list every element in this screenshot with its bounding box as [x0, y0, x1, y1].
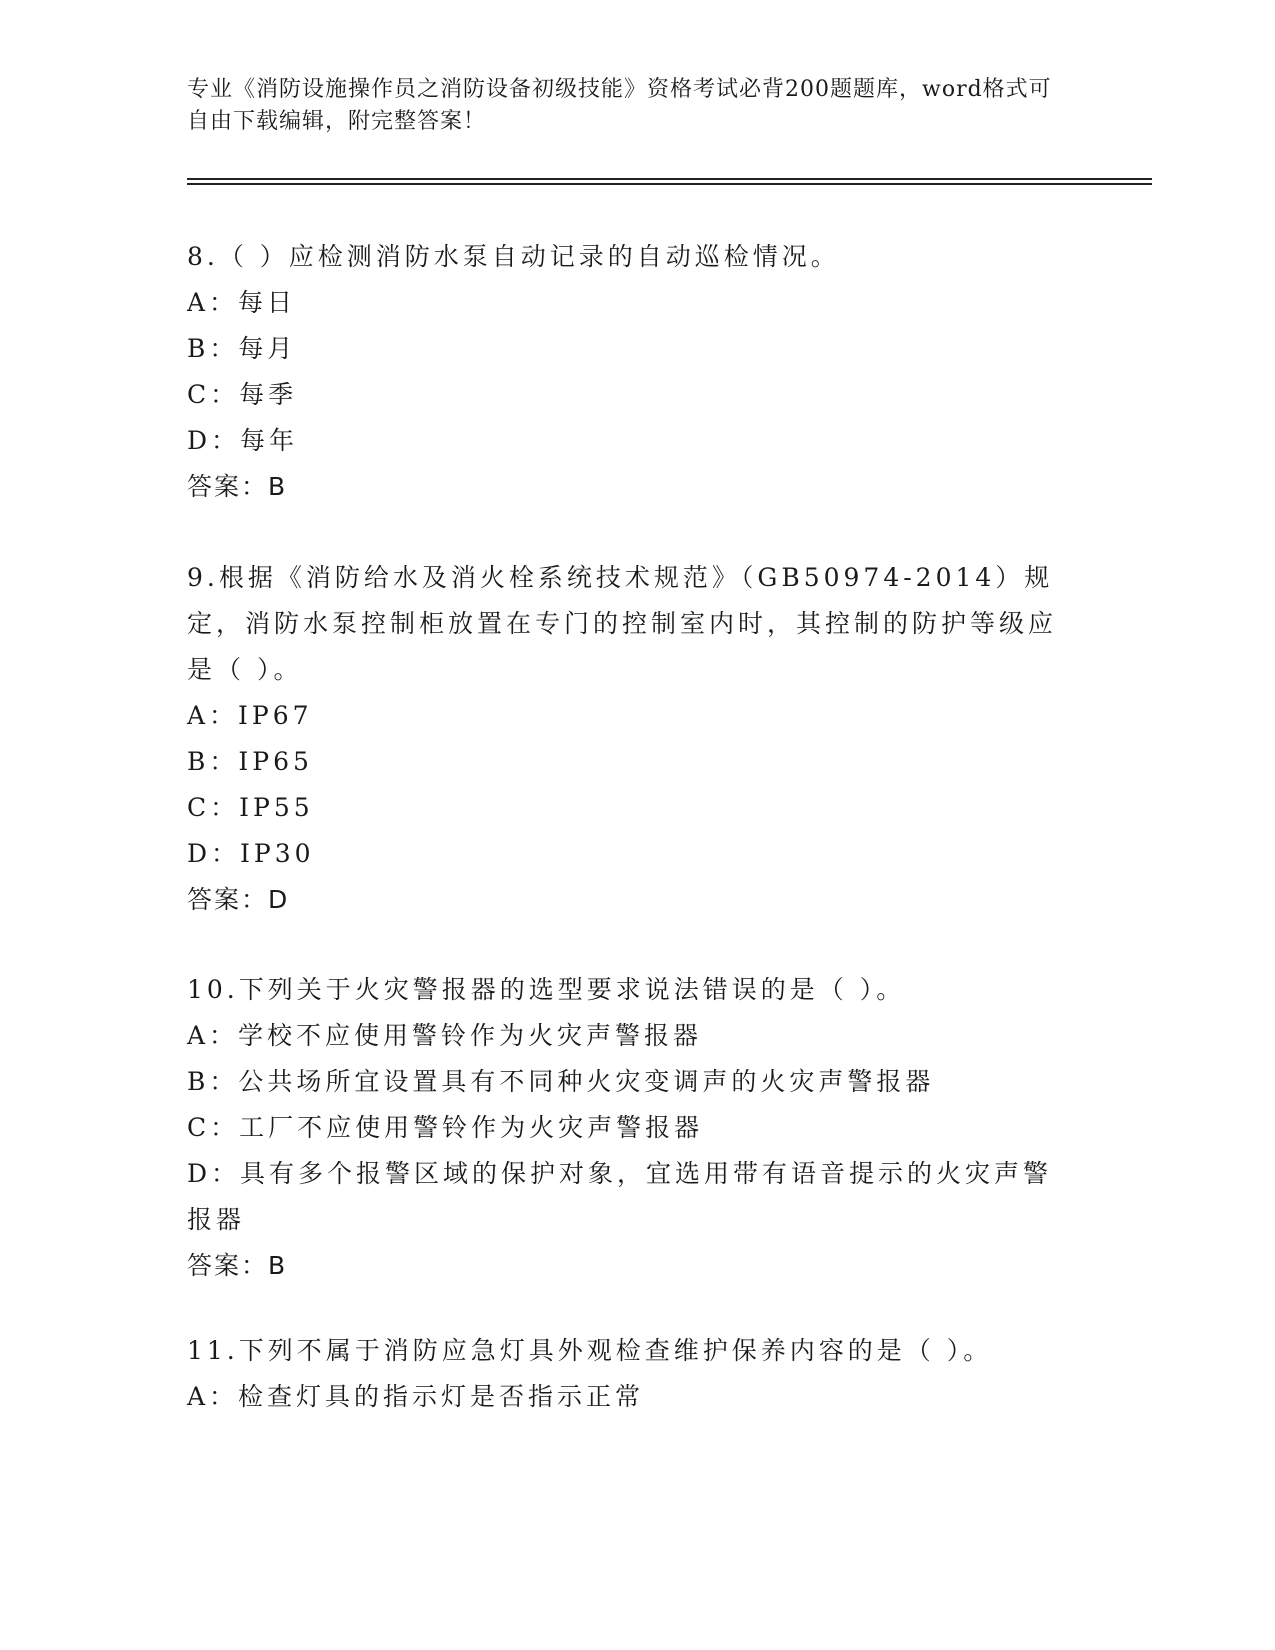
question-stem: 9.根据《消防给水及消火栓系统技术规范》（GB50974-2014）规定，消防水泵控制柜放置在专门的控制室内时，其控制的防护等级应是（ ）。: [187, 563, 1058, 684]
question-11: [187, 1328, 1067, 1420]
answer: 答案：D: [187, 885, 290, 914]
option-c: C：每季: [187, 380, 298, 409]
question-stem: 11.下列不属于消防应急灯具外观检查维护保养内容的是（ ）。: [187, 1336, 993, 1365]
option-b: B：每月: [187, 334, 297, 363]
question-9: [187, 555, 1067, 923]
question-stem: 10.下列关于火灾警报器的选型要求说法错误的是（ ）。: [187, 975, 906, 1004]
question-stem: 8.（ ）应检测消防水泵自动记录的自动巡检情况。: [187, 242, 840, 271]
document-intro: 专业《消防设施操作员之消防设备初级技能》资格考试必背200题题库，word格式可自由下载编辑，附完整答案！: [187, 77, 1052, 134]
option-a: A：检查灯具的指示灯是否指示正常: [187, 1382, 645, 1411]
option-d: D：每年: [187, 426, 299, 455]
question-8: [187, 234, 1067, 510]
option-b: B：IP65: [187, 747, 313, 776]
header-divider-top: [187, 178, 1152, 180]
option-c: C：IP55: [187, 793, 314, 822]
answer: 答案：B: [187, 472, 288, 501]
option-d: D：具有多个报警区域的保护对象，宜选用带有语音提示的火灾声警报器: [187, 1159, 1053, 1234]
header-divider-bottom: [187, 183, 1152, 185]
option-d: D：IP30: [187, 839, 315, 868]
question-10: [187, 967, 1067, 1289]
option-b: B：公共场所宜设置具有不同种火灾变调声的火灾声警报器: [187, 1067, 935, 1096]
answer: 答案：B: [187, 1251, 288, 1280]
option-a: A：学校不应使用警铃作为火灾声警报器: [187, 1021, 703, 1050]
option-a: A：每日: [187, 288, 297, 317]
option-c: C：工厂不应使用警铃作为火灾声警报器: [187, 1113, 704, 1142]
option-a: A：IP67: [187, 701, 313, 730]
